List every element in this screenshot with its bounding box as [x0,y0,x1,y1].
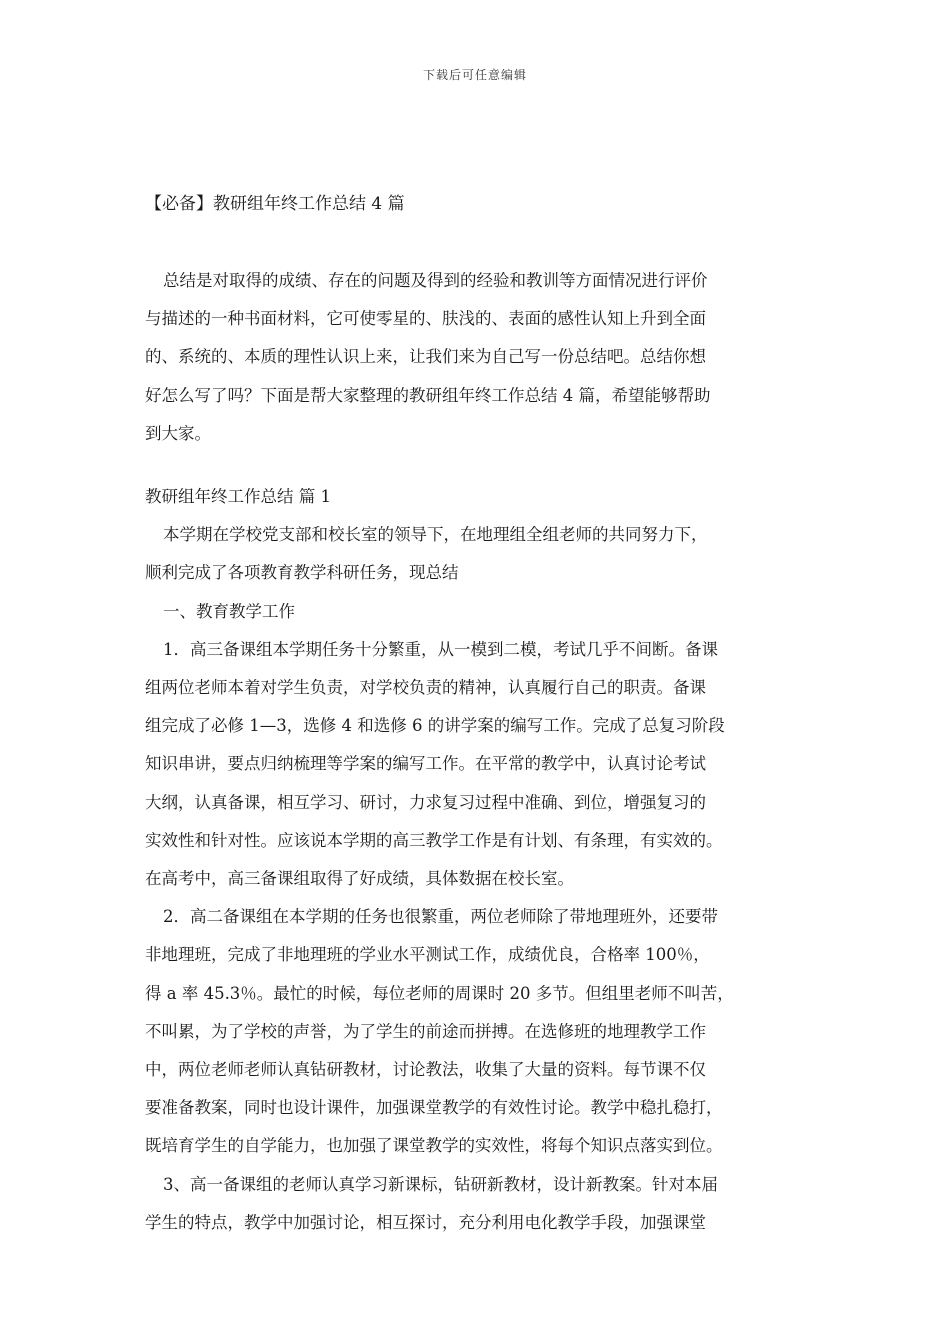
paragraph-line: 非地理班，完成了非地理班的学业水平测试工作，成绩优良，合格率 100％， [145,945,710,965]
intro-line: 与描述的一种书面材料，它可使零星的、肤浅的、表面的感性认知上升到全面 [145,309,706,329]
paragraph-line: 1．高三备课组本学期任务十分繁重，从一模到二模，考试几乎不间断。备课 [163,639,718,659]
section-1 [145,478,825,1242]
intro-line: 到大家。 [145,423,211,443]
paragraph-line: 知识串讲，要点归纳梳理等学案的编写工作。在平常的教学中，认真讨论考试 [145,754,706,774]
intro-line: 总结是对取得的成绩、存在的问题及得到的经验和教训等方面情况进行评价 [163,271,708,290]
section-heading: 教研组年终工作总结 篇 1 [145,487,331,506]
subheading-line: 一、教育教学工作 [163,601,295,621]
paragraph-line: 本学期在学校党支部和校长室的领导下，在地理组全组老师的共同努力下， [163,525,708,545]
paragraph-line: 既培育学生的自学能力，也加强了课堂教学的实效性，将每个知识点落实到位。 [145,1136,723,1156]
paragraph-line: 2．高二备课组在本学期的任务也很繁重，两位老师除了带地理班外，还要带 [163,907,718,927]
paragraph-line: 不叫累，为了学校的声誉，为了学生的前途而拼搏。在选修班的地理教学工作 [145,1021,706,1041]
document-title: 【必备】教研组年终工作总结 4 篇 [145,194,405,214]
paragraph-line: 学生的特点，教学中加强讨论，相互探讨，充分利用电化教学手段，加强课堂 [145,1212,706,1232]
intro-line: 好怎么写了吗？下面是帮大家整理的教研组年终工作总结 4 篇，希望能够帮助 [145,385,711,405]
paragraph-line: 得 a 率 45.3％。最忙的时候，每位老师的周课时 20 多节。但组里老师不叫苦， [145,983,734,1003]
paragraph-line: 要准备教案，同时也设计课件，加强课堂教学的有效性讨论。教学中稳扎稳打， [145,1098,723,1118]
intro-line: 的、系统的、本质的理性认识上来，让我们来为自己写一份总结吧。总结你想 [145,347,706,367]
intro-paragraph [145,262,825,453]
paragraph-line: 在高考中，高三备课组取得了好成绩，具体数据在校长室。 [145,869,574,889]
paragraph-line: 实效性和针对性。应该说本学期的高三教学工作是有计划、有条理，有实效的。 [145,830,723,850]
paragraph-line: 组完成了必修 1—3，选修 4 和选修 6 的讲学案的编写工作。完成了总复习阶段 [145,716,725,736]
paragraph-line: 大纲，认真备课，相互学习、研讨，力求复习过程中准确、到位，增强复习的 [145,792,706,812]
header-note: 下载后可任意编辑 [422,68,527,82]
paragraph-line: 中，两位老师老师认真钻研教材，讨论教法，收集了大量的资料。每节课不仅 [145,1060,706,1080]
paragraph-line: 组两位老师本着对学生负责，对学校负责的精神，认真履行自己的职责。备课 [145,678,706,698]
paragraph-line: 顺利完成了各项教育教学科研任务，现总结 [145,563,459,583]
paragraph-line: 3、高一备课组的老师认真学习新课标，钻研新教材，设计新教案。针对本届 [163,1174,718,1194]
